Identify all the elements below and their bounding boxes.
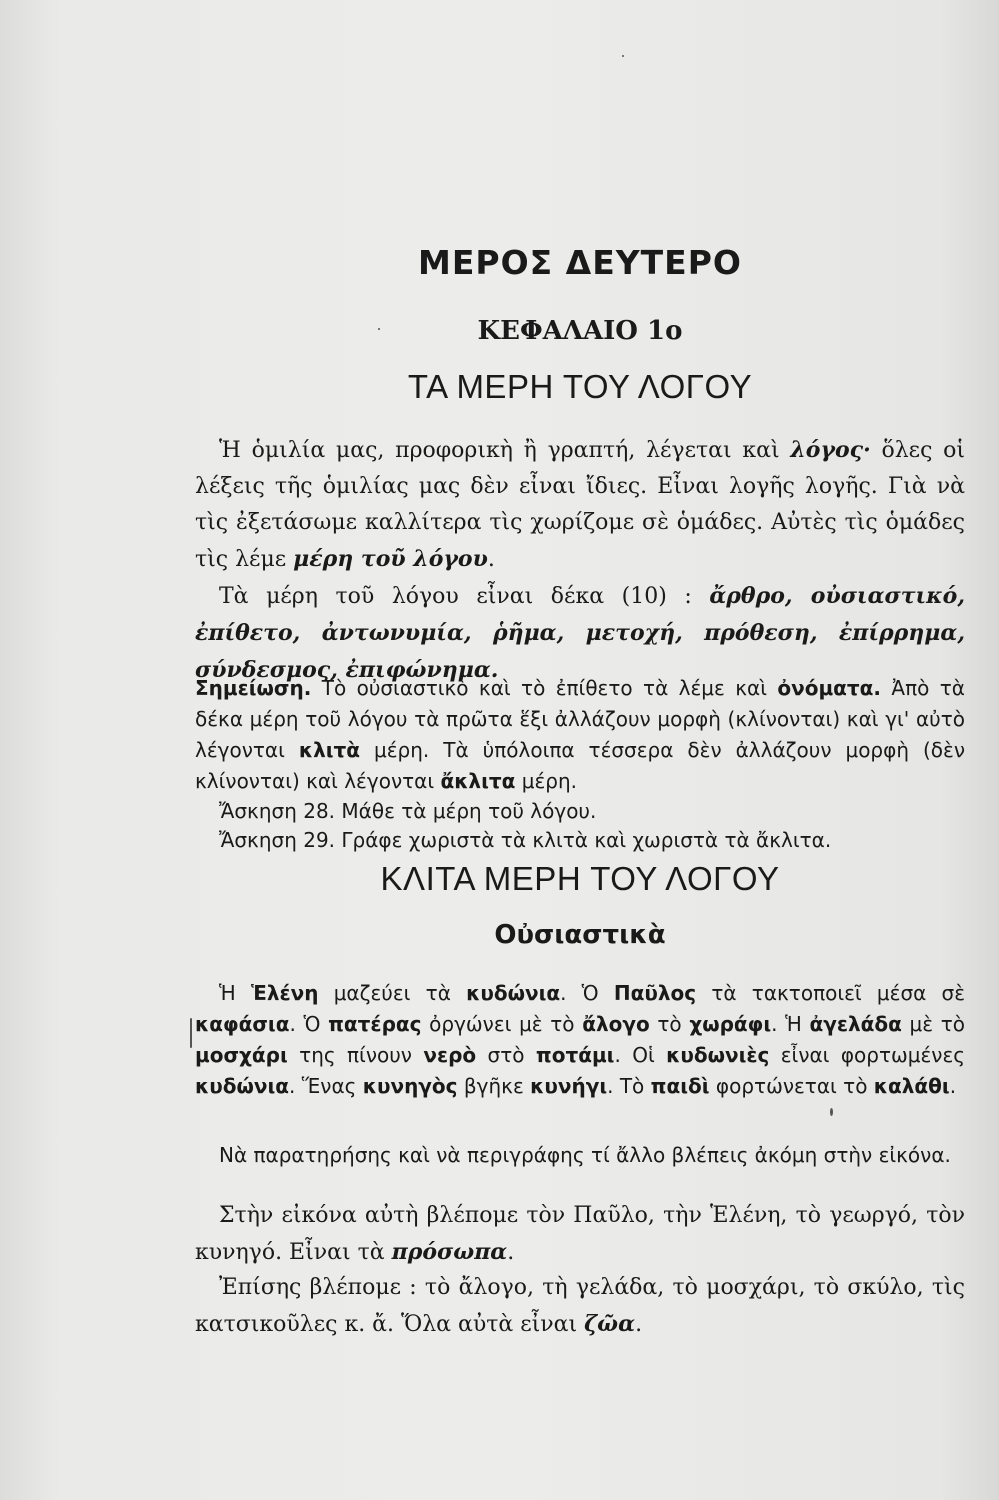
intro-text-1: Ἡ ὁμιλία μας, προφορικὴ ἢ γραπτή, λέγεται καὶ (219, 438, 791, 463)
animals-paragraph (195, 1270, 965, 1343)
persons-text: Στὴν εἰκόνα αὐτὴ βλέπομε τὸν Παῦλο, τὴν Ἑλένη, τὸ γεωργό, τὸν κυνηγό. Εἶναι τὰ (195, 1203, 965, 1265)
story-text: . Ἡ (771, 1012, 810, 1036)
term-zoa: ζῶα (584, 1311, 636, 1337)
story-paragraph (195, 978, 965, 1102)
noun-nero: νερὸ (423, 1043, 477, 1067)
story-text: μὲ τὸ (901, 1012, 966, 1036)
klita-section-title: ΚΛΙΤΑ ΜΕΡΗ ΤΟΥ ΛΟΓΟΥ (380, 860, 780, 897)
note-text-3: μέρη. Τὰ ὑπόλοιπα τέσσερα δὲν ἀλλάζουν μορφὴ (δὲν κλίνονται) καὶ λέγονται (195, 738, 965, 793)
task-paragraph: Νὰ παρατηρήσης καὶ νὰ περιγράφης τί ἄλλο βλέπεις ἀκόμη στὴν εἰκόνα. (219, 1143, 951, 1167)
paper-speck (830, 1108, 833, 1116)
noun-kynigi: κυνήγι (530, 1074, 608, 1098)
note-paragraph (195, 673, 965, 797)
story-text: της πίνουν (287, 1043, 424, 1067)
noun-potami: ποτάμι (535, 1043, 615, 1067)
chapter-title: ΚΕΦΑΛΑΙΟ 1ο (477, 316, 683, 346)
part-title: ΜΕΡΟΣ ΔΕΥΤΕΡΟ (418, 243, 742, 282)
paper-speck (622, 55, 624, 57)
term-prosopa: πρόσωπα (391, 1239, 508, 1265)
story-text: Ἡ (219, 981, 251, 1005)
story-text: . Τὸ (607, 1074, 651, 1098)
story-text: . Ἕνας (289, 1074, 363, 1098)
persons-paragraph (195, 1198, 965, 1271)
intro-text-3: . (487, 547, 495, 572)
animals-text: Ἐπίσης βλέπομε : τὸ ἄλογο, τὴ γελάδα, τὸ μοσχάρι, τὸ σκύλο, τὶς κατσικοῦλες κ. ἄ. Ὅλα αὐτὰ εἶναι (195, 1275, 965, 1337)
noun-kynigos: κυνηγὸς (362, 1074, 458, 1098)
noun-kalathi: καλάθι (873, 1074, 950, 1098)
parts-text: Τὰ μέρη τοῦ λόγου εἶναι δέκα (10) : (219, 584, 710, 609)
story-text: βγῆκε (457, 1074, 531, 1098)
persons-text: . (507, 1240, 515, 1265)
animals-text: . (635, 1312, 643, 1337)
story-text: τὸ (649, 1012, 690, 1036)
noun-alogo: ἄλογο (582, 1012, 650, 1036)
paper-speck (190, 1018, 192, 1048)
noun-eleni: Ἑλένη (250, 981, 319, 1005)
noun-pateras: πατέρας (328, 1012, 422, 1036)
noun-paidi: παιδὶ (650, 1074, 710, 1098)
exercise-28: Ἄσκηση 28. Μάθε τὰ μέρη τοῦ λόγου. (219, 799, 597, 823)
noun-xorafi: χωράφι (689, 1012, 772, 1036)
story-text: στὸ (476, 1043, 536, 1067)
story-text: μαζεύει τὰ (318, 981, 467, 1005)
term-merh-logou: μέρη τοῦ λόγου (293, 546, 488, 572)
intro-paragraph (195, 432, 965, 578)
paper-speck (378, 328, 380, 330)
noun-kydonia: κυδώνια (466, 981, 561, 1005)
noun-ageláda: ἀγελάδα (809, 1012, 902, 1036)
term-logos: λόγος· (790, 437, 871, 463)
story-text: . Ὁ (560, 981, 614, 1005)
noun-mosxari: μοσχάρι (195, 1043, 288, 1067)
note-text-2: Ἀπὸ τὰ δέκα μέρη τοῦ λόγου τὰ πρῶτα ἕξι ἀλλάζουν μορφὴ (κλίνονται) καὶ γι' αὐτὸ λέγονται (195, 676, 965, 762)
exercise-29: Ἄσκηση 29. Γράφε χωριστὰ τὰ κλιτὰ καὶ χωριστὰ τὰ ἄκλιτα. (219, 828, 832, 852)
noun-kafasia: καφάσια (195, 1012, 290, 1036)
term-onomata: ὀνόματα. (777, 676, 882, 700)
story-text: ὀργώνει μὲ τὸ (421, 1012, 583, 1036)
parts-list: ἄρθρο, οὐσιαστικό, ἐπίθετο, ἀντωνυμία, ῥῆμα, μετοχή, πρόθεση, ἐπίρρημα, σύνδεσμος, ἐπιφώνημα. (195, 583, 966, 683)
ousiastika-subtitle: Οὐσιαστικὰ (494, 920, 666, 950)
story-text: τὰ τακτοποιεῖ μέσα σὲ (696, 981, 966, 1005)
term-aklita: ἄκλιτα (440, 769, 516, 793)
noun-kydonies: κυδωνιὲς (666, 1043, 770, 1067)
note-text-4: μέρη. (515, 769, 577, 793)
story-text: φορτώνεται τὸ (709, 1074, 874, 1098)
story-text: . (949, 1074, 957, 1098)
story-text: . Ὁ (289, 1012, 329, 1036)
story-text: . Οἱ (614, 1043, 667, 1067)
section-title: ΤΑ ΜΕΡΗ ΤΟΥ ΛΟΓΟΥ (407, 368, 753, 405)
note-label: Σημείωση. (195, 676, 312, 700)
noun-pavlos: Παῦλος (613, 981, 697, 1005)
intro-text-2: ὅλες οἱ λέξεις τῆς ὁμιλίας μας δὲν εἶναι ἴδιες. Εἶναι λογῆς λογῆς. Γιὰ νὰ τὶς ἐξετάσωμε καλλίτερα τὶς χωρίζομε σὲ ὁμάδες. Αὐτὲς τὶς ὁμάδες τὶς λέμε (195, 438, 966, 572)
story-text: εἶναι φορτωμένες (769, 1043, 965, 1067)
note-text-1: Τὸ οὐσιαστικὸ καὶ τὸ ἐπίθετο τὰ λέμε καὶ (311, 676, 778, 700)
term-klita: κλιτὰ (298, 738, 361, 762)
noun-kydonia-2: κυδώνια (195, 1074, 289, 1098)
